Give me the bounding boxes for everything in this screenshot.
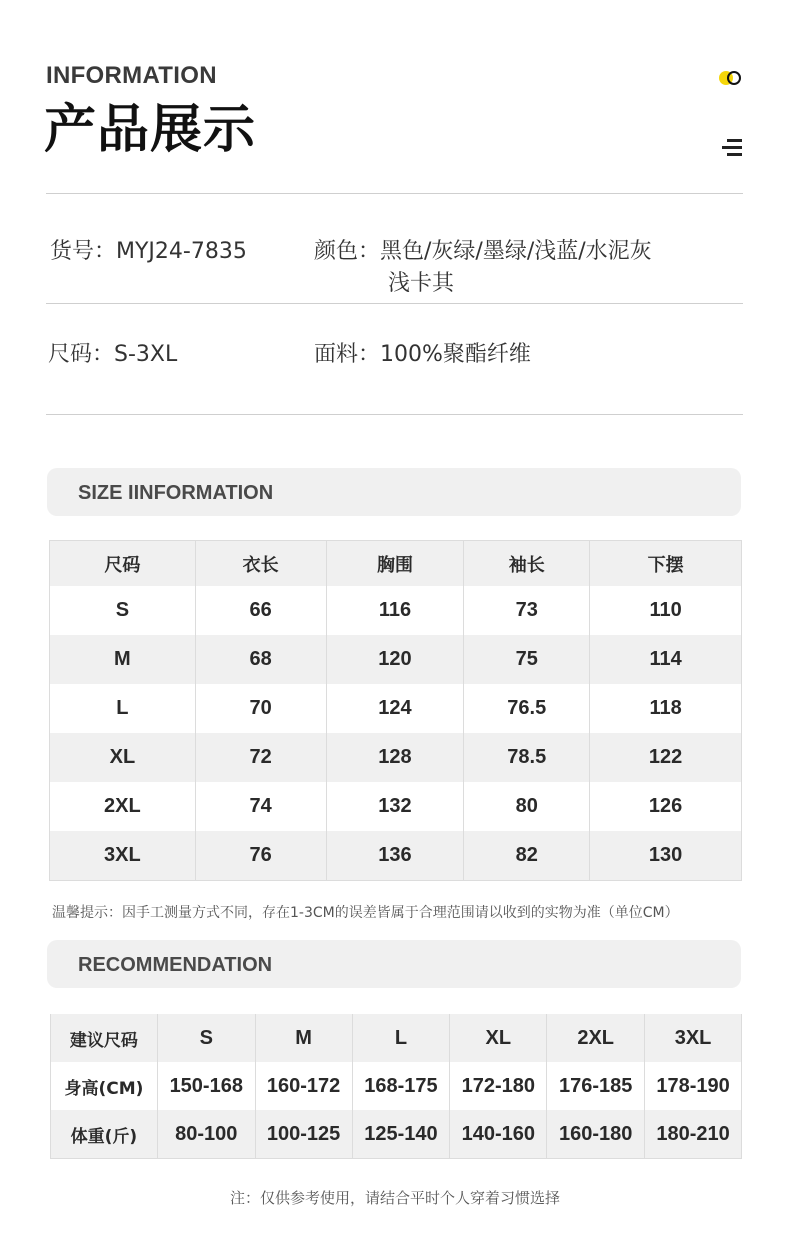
header-cell: 3XL (645, 1014, 742, 1062)
menu-lines-icon[interactable] (722, 139, 742, 156)
table-cell: 2XL (50, 782, 196, 831)
table-cell: 132 (326, 782, 464, 831)
table-row (50, 635, 742, 684)
item-no-row (50, 236, 247, 268)
divider (46, 414, 743, 415)
table-cell: 168-175 (352, 1062, 450, 1110)
table-cell: 76.5 (464, 684, 590, 733)
table-cell: L (50, 684, 196, 733)
table-cell: 78.5 (464, 733, 590, 782)
table-cell: 82 (464, 831, 590, 881)
table-cell: 体重(斤) (51, 1110, 158, 1159)
table-cell: 150-168 (157, 1062, 255, 1110)
footer-note: 注：仅供参考使用，请结合平时个人穿着习惯选择 (229, 1189, 560, 1207)
table-cell: 身高(CM) (51, 1062, 158, 1110)
fabric-label: 面料： (314, 342, 381, 367)
header-cell: 下摆 (590, 541, 742, 587)
table-cell: 80-100 (157, 1110, 255, 1159)
fabric-value: 100%聚酯纤维 (380, 342, 531, 367)
size-label: 尺码： (48, 342, 115, 367)
table-row (50, 586, 742, 635)
table-cell: 130 (590, 831, 742, 881)
color-row (314, 236, 652, 268)
size-table (49, 540, 742, 881)
table-row (50, 733, 742, 782)
table-cell: 114 (590, 635, 742, 684)
table-cell: M (50, 635, 196, 684)
table-cell: 176-185 (547, 1062, 645, 1110)
recommendation-title: RECOMMENDATION (78, 954, 273, 976)
table-row (51, 1110, 742, 1159)
table-cell: 80 (464, 782, 590, 831)
table-cell: 128 (326, 733, 464, 782)
table-cell: 120 (326, 635, 464, 684)
size-note: 温馨提示：因手工测量方式不同，存在1-3CM的误差皆属于合理范围请以收到的实物为准（单位CM） (52, 905, 679, 921)
table-cell: 66 (195, 586, 326, 635)
page-title: 产品展示 (44, 100, 257, 160)
item-no-label: 货号： (50, 239, 117, 264)
table-cell: 70 (195, 684, 326, 733)
table-cell: 126 (590, 782, 742, 831)
table-cell: 116 (326, 586, 464, 635)
table-cell: 74 (195, 782, 326, 831)
recommendation-table (50, 1014, 742, 1159)
color-value-line2: 浅卡其 (388, 271, 455, 296)
header-cell: 衣长 (195, 541, 326, 587)
color-value: 黑色/灰绿/墨绿/浅蓝/水泥灰 (380, 239, 652, 264)
table-cell: 110 (590, 586, 742, 635)
table-row (51, 1062, 742, 1110)
table-cell: 76 (195, 831, 326, 881)
header-cell: 袖长 (464, 541, 590, 587)
table-cell: 75 (464, 635, 590, 684)
size-info-title: SIZE IINFORMATION (78, 482, 274, 504)
table-cell: 160-180 (547, 1110, 645, 1159)
table-cell: 100-125 (255, 1110, 352, 1159)
header-cell: L (352, 1014, 450, 1062)
table-cell: S (50, 586, 196, 635)
divider (46, 193, 743, 194)
fabric-row (314, 339, 531, 371)
color-label: 颜色： (314, 239, 381, 264)
table-header-row (50, 541, 742, 587)
table-cell: 118 (590, 684, 742, 733)
header-cell: M (255, 1014, 352, 1062)
table-row (50, 684, 742, 733)
header-cell: 胸围 (326, 541, 464, 587)
header-cell: 建议尺码 (51, 1014, 158, 1062)
table-cell: 180-210 (645, 1110, 742, 1159)
table-cell: 136 (326, 831, 464, 881)
header-title-en: INFORMATION (46, 62, 217, 89)
header-cell: S (157, 1014, 255, 1062)
table-cell: 125-140 (352, 1110, 450, 1159)
table-cell: 124 (326, 684, 464, 733)
table-row (50, 782, 742, 831)
table-cell: 3XL (50, 831, 196, 881)
header-cell: 尺码 (50, 541, 196, 587)
table-cell: 172-180 (450, 1062, 547, 1110)
table-cell: 72 (195, 733, 326, 782)
table-header-row (51, 1014, 742, 1062)
size-value: S-3XL (114, 342, 178, 367)
table-cell: 73 (464, 586, 590, 635)
table-cell: 178-190 (645, 1062, 742, 1110)
table-cell: 160-172 (255, 1062, 352, 1110)
item-no-value: MYJ24-7835 (116, 239, 247, 264)
header-cell: XL (450, 1014, 547, 1062)
table-cell: 68 (195, 635, 326, 684)
table-cell: 140-160 (450, 1110, 547, 1159)
toggle-dot-icon[interactable] (718, 70, 742, 86)
divider (46, 303, 743, 304)
table-row (50, 831, 742, 881)
table-cell: 122 (590, 733, 742, 782)
header-cell: 2XL (547, 1014, 645, 1062)
table-cell: XL (50, 733, 196, 782)
size-row (48, 339, 177, 371)
